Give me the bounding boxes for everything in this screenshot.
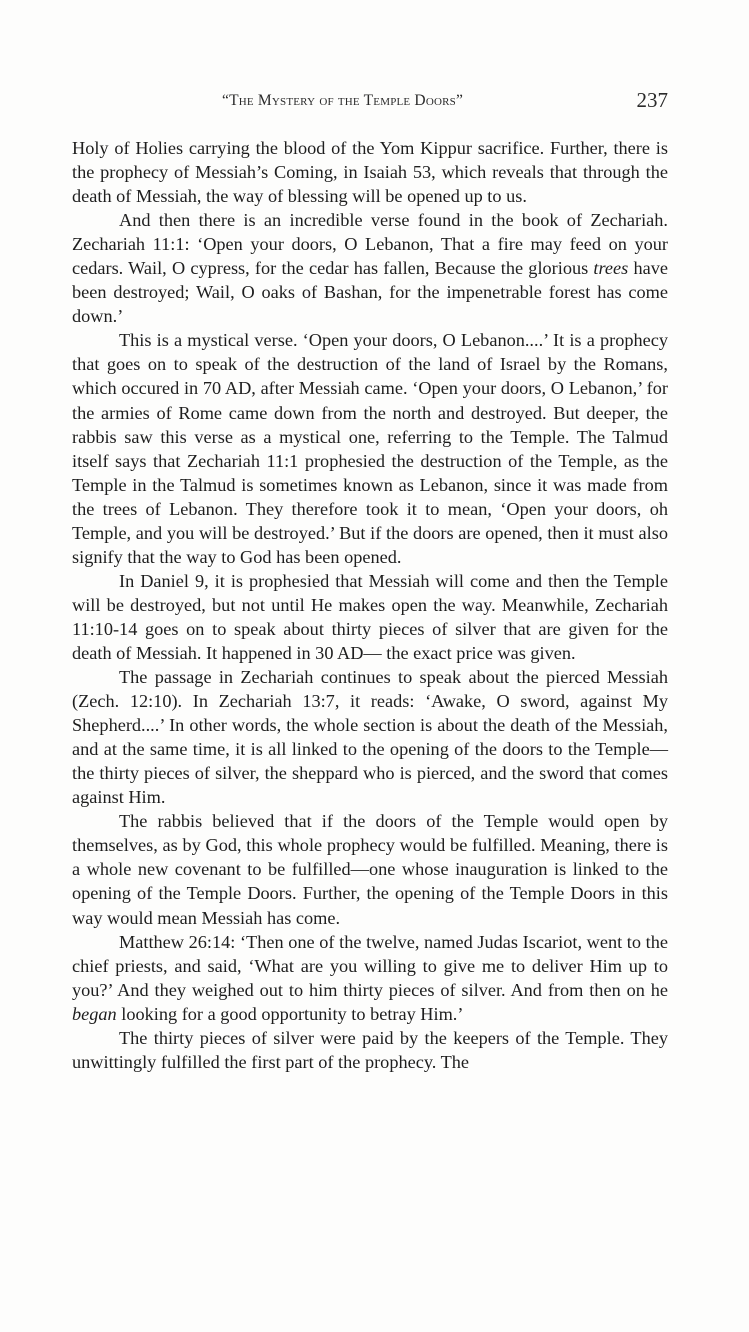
italic-word: trees: [593, 258, 629, 279]
paragraph-text: And then there is an incredible verse found in the book of Zechariah. Zechariah 11:1: ‘Open your doors, O Lebanon, That a fire may feed on your cedars. Wail, O cypress, for the cedar has fallen, Because the glorious: [72, 210, 668, 279]
italic-word: began: [72, 1003, 117, 1024]
paragraph-text: The rabbis believed that if the doors of the Temple would open by themselves, as by God, this whole prophecy would be fulfilled. Meaning, there is a whole new covenant to be fulfilled—one whose inauguration is linked to the opening of the Temple Doors. Further, the opening of the Temple Doors in this way would mean Messiah has come.: [72, 811, 668, 928]
paragraph-text: The passage in Zechariah continues to speak about the pierced Messiah (Zech. 12:10). In Zechariah 13:7, it reads: ‘Awake, O sword, against My Shepherd....’ In other words, the whole section is about the death of the Messiah, and at the same time, it is all linked to the opening of the doors to the Temple—the thirty pieces of silver, the sheppard who is pierced, and the sword that comes against Him.: [72, 667, 668, 808]
paragraph-7: [72, 930, 668, 1026]
paragraph-text: Holy of Holies carrying the blood of the Yom Kippur sacrifice. Further, there is the prophecy of Messiah’s Coming, in Isaiah 53, which reveals that through the death of Messiah, the way of blessing will be opened up to us.: [72, 138, 668, 207]
paragraph-4: [72, 569, 668, 665]
paragraph-text: In Daniel 9, it is prophesied that Messiah will come and then the Temple will be destroyed, but not until He makes open the way. Meanwhile, Zechariah 11:10-14 goes on to speak about thirty pieces of silver that are given for the death of Messiah. It happened in 30 AD— the exact price was given.: [72, 570, 668, 663]
paragraph-text: The thirty pieces of silver were paid by the keepers of the Temple. They unwittingly fulfilled the first part of the prophecy. The: [72, 1027, 668, 1072]
paragraph-5: [72, 665, 668, 809]
paragraph-1: [72, 136, 668, 208]
paragraph-text: Matthew 26:14: ‘Then one of the twelve, named Judas Iscariot, went to the chief priests, and said, ‘What are you willing to give me to deliver Him up to you?’ And they weighed out to him thirty pieces of silver. And from then on he: [72, 931, 668, 1000]
page-number: 237: [636, 88, 668, 112]
paragraph-6: [72, 809, 668, 929]
paragraph-8: [72, 1026, 668, 1074]
body-text: [72, 136, 668, 1074]
paragraph-text: This is a mystical verse. ‘Open your doors, O Lebanon....’ It is a prophecy that goes on to speak of the destruction of the land of Israel by the Romans, which occured in 70 AD, after Messiah came. ‘Open your doors, O Lebanon,’ for the armies of Rome came down from the north and destroyed. But deeper, the rabbis saw this verse as a mystical one, referring to the Temple. The Talmud itself says that Zechariah 11:1 prophesied the destruction of the Temple, as the Temple in the Talmud is sometimes known as Lebanon, since it was made from the trees of Lebanon. They therefore took it to mean, ‘Open your doors, oh Temple, and you will be destroyed.’ But if the doors are opened, then it must also signify that the way to God has been opened.: [72, 330, 668, 567]
running-title: “The Mystery of the Temple Doors”: [222, 92, 464, 109]
paragraph-3: [72, 328, 668, 568]
running-header: [72, 88, 668, 118]
paragraph-2: [72, 208, 668, 328]
paragraph-text: have been destroyed; Wail, O oaks of Bashan, for the impenetrable forest has come down.’: [72, 258, 668, 327]
paragraph-text: looking for a good opportunity to betray Him.’: [116, 1003, 464, 1024]
